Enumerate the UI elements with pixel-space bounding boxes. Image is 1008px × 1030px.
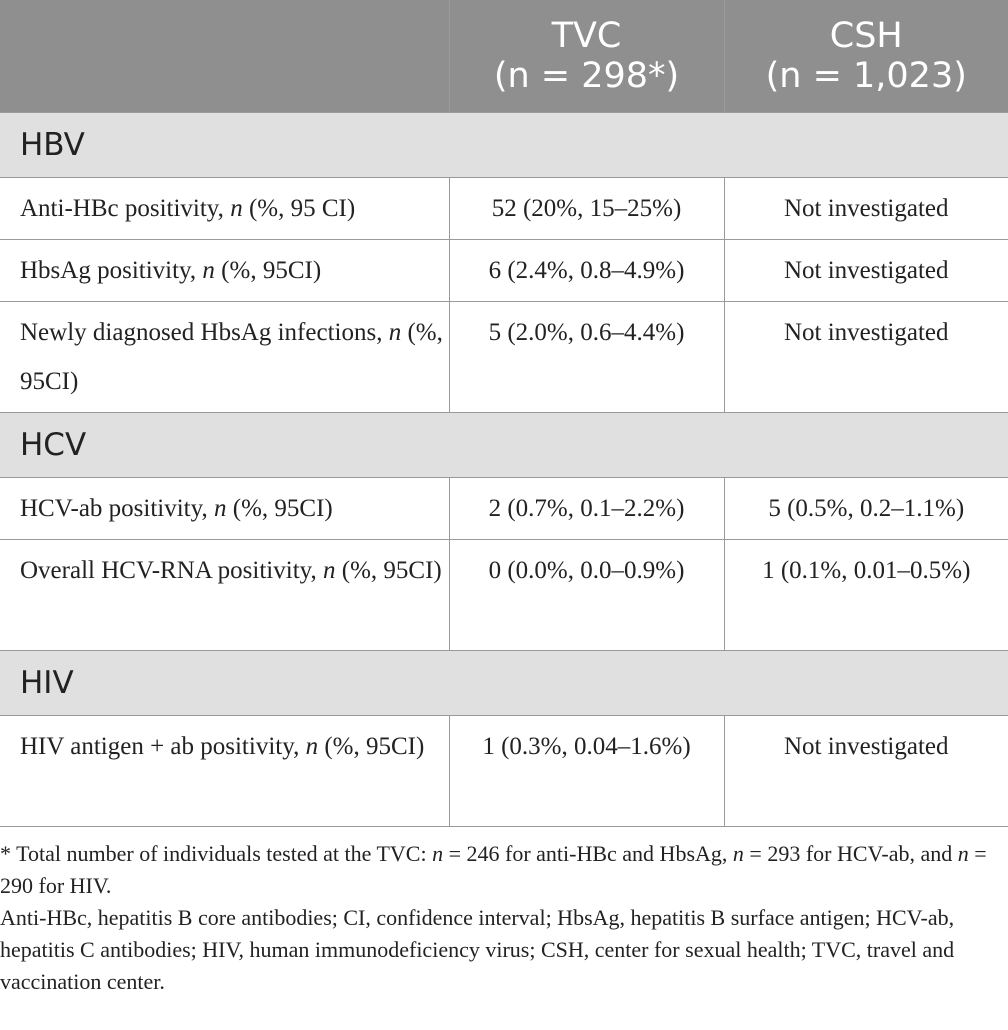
header-csh-n: (n = 1,023) xyxy=(765,56,967,96)
header-blank-cell xyxy=(0,0,449,113)
tvc-value: 1 (0.3%, 0.04–1.6%) xyxy=(449,716,724,827)
csh-value: Not investigated xyxy=(724,716,1008,827)
header-csh xyxy=(724,0,1008,113)
row-label: HbsAg positivity, n (%, 95CI) xyxy=(0,240,449,302)
table-row xyxy=(0,302,1008,413)
section-title: HBV xyxy=(0,113,1008,178)
section-title: HIV xyxy=(0,651,1008,716)
table-row xyxy=(0,178,1008,240)
section-row-hiv xyxy=(0,651,1008,716)
row-label: HCV-ab positivity, n (%, 95CI) xyxy=(0,478,449,540)
header-csh-name: CSH xyxy=(829,16,903,56)
table-row xyxy=(0,478,1008,540)
table-row xyxy=(0,716,1008,827)
tvc-value: 2 (0.7%, 0.1–2.2%) xyxy=(449,478,724,540)
header-tvc-n: (n = 298*) xyxy=(493,56,680,96)
csh-value: 1 (0.1%, 0.01–0.5%) xyxy=(724,540,1008,651)
csh-value: Not investigated xyxy=(724,302,1008,413)
footnote-star: * Total number of individuals tested at the TVC: n = 246 for anti-HBc and HbsAg, n = 293 for HCV-ab, and n = 290 for HIV. xyxy=(0,841,987,898)
tvc-value: 0 (0.0%, 0.0–0.9%) xyxy=(449,540,724,651)
csh-value: Not investigated xyxy=(724,178,1008,240)
header-tvc-name: TVC xyxy=(551,16,622,56)
row-label: Anti-HBc positivity, n (%, 95 CI) xyxy=(0,178,449,240)
table-row xyxy=(0,240,1008,302)
table-footnote xyxy=(0,838,1000,998)
csh-value: Not investigated xyxy=(724,240,1008,302)
section-row-hbv xyxy=(0,113,1008,178)
tvc-value: 52 (20%, 15–25%) xyxy=(449,178,724,240)
csh-value: 5 (0.5%, 0.2–1.1%) xyxy=(724,478,1008,540)
footnote-abbreviations: Anti-HBc, hepatitis B core antibodies; CI, confidence interval; HbsAg, hepatitis B surface antigen; HCV-ab, hepatitis C antibodies; HIV, human immunodeficiency virus; CSH, center for sexual health; TVC, travel and vaccination center. xyxy=(0,905,955,994)
row-label: HIV antigen + ab positivity, n (%, 95CI) xyxy=(0,716,449,827)
section-title: HCV xyxy=(0,413,1008,478)
tvc-value: 6 (2.4%, 0.8–4.9%) xyxy=(449,240,724,302)
header-row xyxy=(0,0,1008,113)
header-tvc xyxy=(449,0,724,113)
table-row xyxy=(0,540,1008,651)
section-row-hcv xyxy=(0,413,1008,478)
row-label: Newly diagnosed HbsAg infections, n (%, 95CI) xyxy=(0,302,449,413)
row-label: Overall HCV-RNA positivity, n (%, 95CI) xyxy=(0,540,449,651)
tvc-value: 5 (2.0%, 0.6–4.4%) xyxy=(449,302,724,413)
